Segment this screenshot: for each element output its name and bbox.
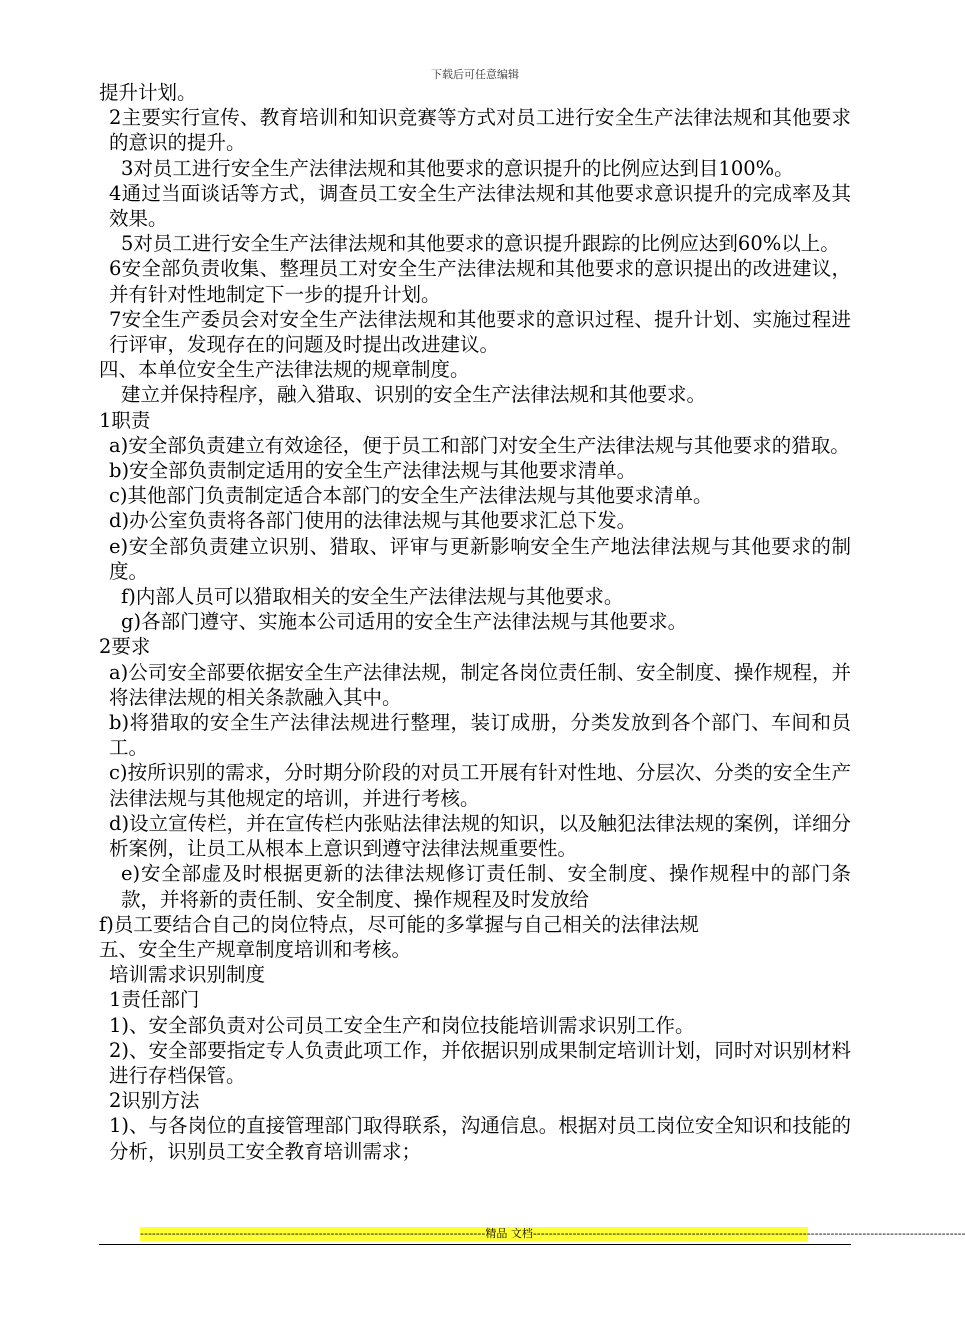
footer-label: 精品 文档: [485, 1227, 533, 1240]
paragraph: a)公司安全部要依据安全生产法律法规，制定各岗位责任制、安全制度、操作规程，并将法律法规的相关条款融入其中。: [109, 660, 851, 709]
paragraph: 1职责: [99, 408, 151, 432]
footer-rule: [99, 1244, 851, 1245]
paragraph: 提升计划。: [99, 81, 197, 104]
paragraph: a)安全部负责建立有效途径，便于员工和部门对安全生产法律法规与其他要求的猎取。: [109, 433, 850, 457]
paragraph: 3对员工进行安全生产法律法规和其他要求的意识提升的比例应达到目100%。: [121, 156, 794, 180]
paragraph: d)设立宣传栏，并在宣传栏内张贴法律法规的知识，以及触犯法律法规的案例，详细分析案例，让员工从根本上意识到遵守法律法规重要性。: [109, 811, 851, 861]
paragraph: 7安全生产委员会对安全生产法律法规和其他要求的意识过程、提升计划、实施过程进行评审，发现存在的问题及时提出改进建议。: [109, 307, 851, 357]
paragraph: 5对员工进行安全生产法律法规和其他要求的意识提升跟踪的比例应达到60%以上。: [121, 232, 840, 256]
paragraph: 2识别方法: [109, 1089, 200, 1113]
paragraph: 2要求: [99, 635, 151, 659]
document-body: [99, 80, 851, 1164]
paragraph: g)各部门遵守、实施本公司适用的安全生产法律法规与其他要求。: [121, 610, 688, 634]
paragraph: f)内部人员可以猎取相关的安全生产法律法规与其他要求。: [121, 585, 624, 609]
paragraph: 2主要实行宣传、教育培训和知识竞赛等方式对员工进行安全生产法律法规和其他要求的意识的提升。: [109, 106, 851, 155]
paragraph: 1)、与各岗位的直接管理部门取得联系，沟通信息。根据对员工岗位安全知识和技能的分析，识别员工安全教育培训需求；: [109, 1114, 851, 1163]
paragraph: 1责任部门: [109, 988, 200, 1012]
paragraph: 1)、安全部负责对公司员工安全生产和岗位技能培训需求识别工作。: [109, 1013, 695, 1037]
paragraph: 四、本单位安全生产法律法规的规章制度。: [99, 358, 470, 382]
paragraph: d)办公室负责将各部门使用的法律法规与其他要求汇总下发。: [109, 509, 637, 533]
page-header: 下载后可任意编辑: [431, 68, 519, 81]
footer-dashes-left: ---------------------------------------------------------------------------------------: [140, 1227, 486, 1240]
paragraph: 五、安全生产规章制度培训和考核。: [99, 937, 412, 961]
paragraph: c)按所识别的需求，分时期分阶段的对员工开展有针对性地、分层次、分类的安全生产法律法规与其他规定的培训，并进行考核。: [109, 761, 851, 810]
paragraph: c)其他部门负责制定适合本部门的安全生产法律法规与其他要求清单。: [109, 484, 713, 508]
paragraph: e)安全部虚及时根据更新的法律法规修订责任制、安全制度、操作规程中的部门条款，并将新的责任制、安全制度、操作规程及时发放给: [121, 862, 851, 911]
paragraph: 培训需求识别制度: [109, 963, 266, 987]
paragraph: b)安全部负责制定适用的安全生产法律法规与其他要求清单。: [109, 459, 637, 483]
footer-dashes-right: -------------------------------------------------------------------------------------------------------------: [532, 1227, 965, 1240]
paragraph: e)安全部负责建立识别、猎取、评审与更新影响安全生产地法律法规与其他要求的制度。: [109, 534, 851, 583]
paragraph: 建立并保持程序，融入猎取、识别的安全生产法律法规和其他要求。: [121, 383, 707, 407]
paragraph: 6安全部负责收集、整理员工对安全生产法律法规和其他要求的意识提出的改进建议，并有针对性地制定下一步的提升计划。: [109, 257, 851, 306]
paragraph: f)员工要结合自己的岗位特点，尽可能的多掌握与自己相关的法律法规: [99, 912, 699, 936]
paragraph: 2)、安全部要指定专人负责此项工作，并依据识别成果制定培训计划，同时对识别材料进行存档保管。: [109, 1038, 851, 1087]
paragraph: 4通过当面谈话等方式，调查员工安全生产法律法规和其他要求意识提升的完成率及其效果。: [109, 181, 851, 231]
paragraph: b)将猎取的安全生产法律法规进行整理，装订成册，分类发放到各个部门、车间和员工。: [109, 711, 851, 760]
footer-band: [140, 1227, 965, 1241]
